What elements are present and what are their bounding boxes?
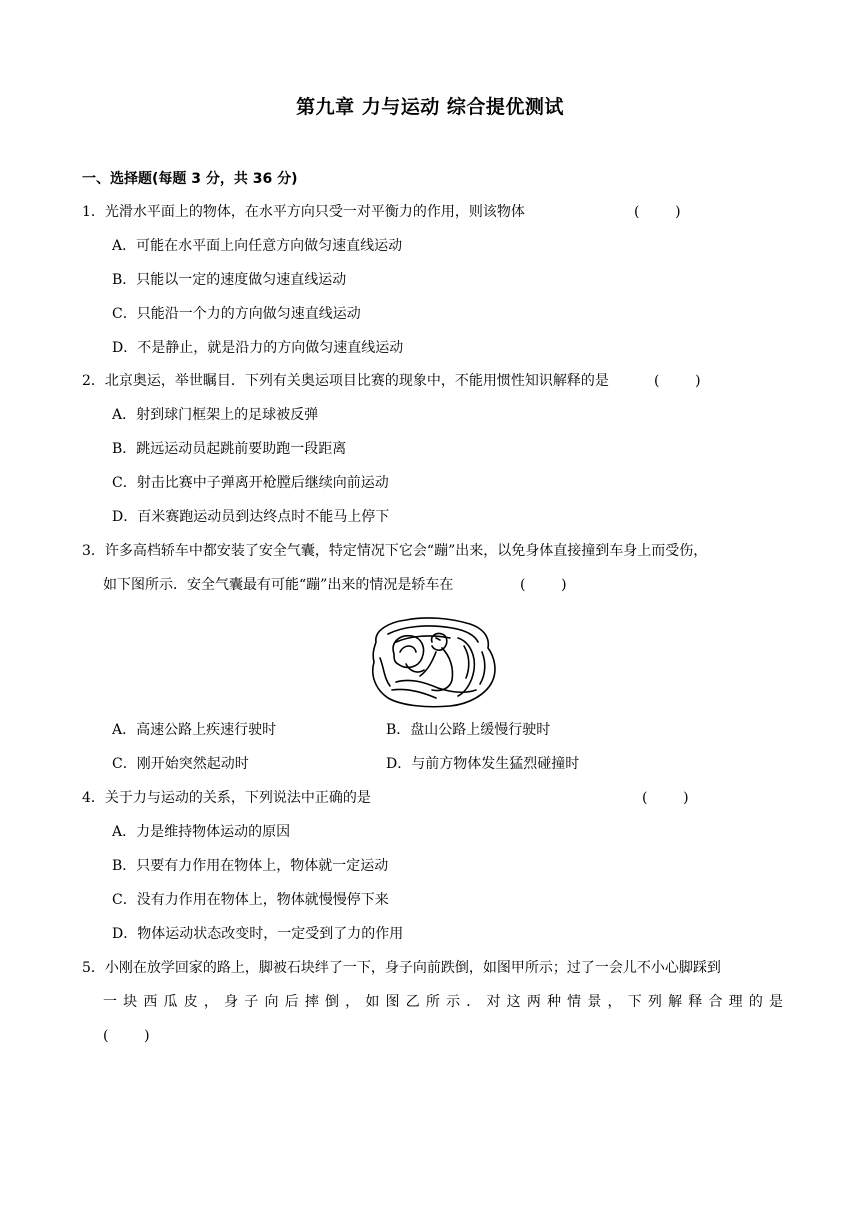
question-5-stem-continued: 一块西瓜皮，身子向后摔倒，如图乙所示．对这两种情景，下列解释合理的是 xyxy=(103,994,783,1010)
question-1-option-c: C．只能沿一个力的方向做匀速直线运动 xyxy=(112,306,361,322)
question-3-option-b: B．盘山公路上缓慢行驶时 xyxy=(386,722,551,738)
question-4-option-c: C．没有力作用在物体上，物体就慢慢停下来 xyxy=(112,892,389,908)
question-3-stem-continued: 如下图所示．安全气囊最有可能“蹦”出来的情况是轿车在 xyxy=(103,577,454,593)
question-2-answer-blank: ( ) xyxy=(654,373,701,389)
question-5-answer-blank: ( ) xyxy=(103,1028,150,1044)
question-3-answer-blank: ( ) xyxy=(520,577,567,593)
page-title: 第九章 力与运动 综合提优测试 xyxy=(296,96,564,118)
question-3-stem: 3．许多高档轿车中都安装了安全气囊，特定情况下它会“蹦”出来，以免身体直接撞到车身上而受伤， xyxy=(82,543,708,559)
question-1-option-b: B．只能以一定的速度做匀速直线运动 xyxy=(112,272,347,288)
question-3-option-a: A．高速公路上疾速行驶时 xyxy=(112,722,277,738)
question-1-option-a: A．可能在水平面上向任意方向做匀速直线运动 xyxy=(112,238,403,254)
question-1-option-d: D．不是静止，就是沿力的方向做匀速直线运动 xyxy=(112,340,404,356)
airbag-figure xyxy=(366,612,502,710)
question-4-answer-blank: ( ) xyxy=(642,790,689,806)
section-heading: 一、选择题(每题 3 分，共 36 分) xyxy=(82,171,298,187)
question-2-stem: 2．北京奥运，举世瞩目．下列有关奥运项目比赛的现象中，不能用惯性知识解释的是 xyxy=(82,373,609,389)
question-1-stem: 1．光滑水平面上的物体，在水平方向只受一对平衡力的作用，则该物体 xyxy=(82,204,525,220)
question-4-option-b: B．只要有力作用在物体上，物体就一定运动 xyxy=(112,858,389,874)
question-1-answer-blank: ( ) xyxy=(634,204,681,220)
question-2-option-c: C．射击比赛中子弹离开枪膛后继续向前运动 xyxy=(112,475,389,491)
question-3-option-c: C．刚开始突然起动时 xyxy=(112,756,249,772)
question-4-option-a: A．力是维持物体运动的原因 xyxy=(112,824,291,840)
question-4-option-d: D．物体运动状态改变时，一定受到了力的作用 xyxy=(112,926,404,942)
question-5-stem: 5．小刚在放学回家的路上，脚被石块绊了一下，身子向前跌倒，如图甲所示；过了一会儿不小心脚踩到 xyxy=(82,960,721,976)
question-2-option-d: D．百米赛跑运动员到达终点时不能马上停下 xyxy=(112,509,390,525)
question-4-stem: 4．关于力与运动的关系，下列说法中正确的是 xyxy=(82,790,371,806)
question-2-option-b: B．跳远运动员起跳前要助跑一段距离 xyxy=(112,441,347,457)
question-3-option-d: D．与前方物体发生猛烈碰撞时 xyxy=(386,756,580,772)
question-2-option-a: A．射到球门框架上的足球被反弹 xyxy=(112,407,319,423)
